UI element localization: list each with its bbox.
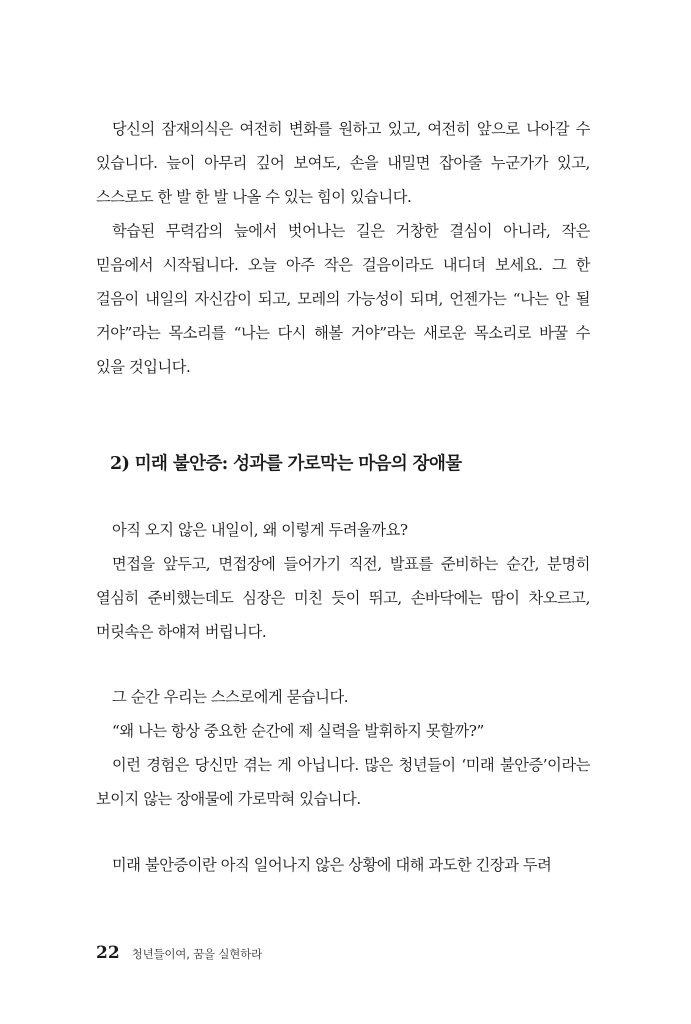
page-footer xyxy=(96,943,262,963)
paragraph: 아직 오지 않은 내일이, 왜 이렇게 두려울까요? xyxy=(112,521,408,539)
paragraph: 당신의 잠재의식은 여전히 변화를 원하고 있고, 여전히 앞으로 나아갈 수 있습니다. 늪이 아무리 깊어 보여도, 손을 내밀면 잡아줄 누군가가 있고, 스스로도 한 발 한 발 나올 수 있는 힘이 있습니다. xyxy=(96,120,590,206)
paragraph: 미래 불안증이란 아직 일어나지 않은 상황에 대해 과도한 긴장과 두려 xyxy=(112,856,552,874)
text-section-2 xyxy=(96,513,590,649)
section-heading: 2) 미래 불안증: 성과를 가로막는 마음의 장애물 xyxy=(110,454,462,474)
paragraph: 그 순간 우리는 스스로에게 묻습니다. xyxy=(112,688,349,706)
page-number: 22 xyxy=(96,943,120,963)
text-section-4 xyxy=(96,848,590,882)
text-section-3 xyxy=(96,680,590,816)
text-section-1 xyxy=(96,112,590,384)
paragraph: 면접을 앞두고, 면접장에 들어가기 직전, 발표를 준비하는 순간, 분명히 열심히 준비했는데도 심장은 미친 듯이 뛰고, 손바닥에는 땀이 차오르고, 머릿속은 하얘져 버립니다. xyxy=(96,555,590,641)
quote-paragraph: “왜 나는 항상 중요한 순간에 제 실력을 발휘하지 못할까?” xyxy=(112,722,484,740)
running-title: 청년들이여, 꿈을 실현하라 xyxy=(131,947,263,961)
paragraph: 학습된 무력감의 늪에서 벗어나는 길은 거창한 결심이 아니라, 작은 믿음에서 시작됩니다. 오늘 아주 작은 걸음이라도 내디뎌 보세요. 그 한 걸음이 내일의 자신감이 되고, 모레의 가능성이 되며, 언젠가는 “나는 안 될 거야”라는 목소리를 “나는 다시 해볼 거야”라는 새로운 목소리로 바꿀 수 있을 것입니다. xyxy=(96,222,590,376)
paragraph: 이런 경험은 당신만 겪는 게 아닙니다. 많은 청년들이 ‘미래 불안증’이라는 보이지 않는 장애물에 가로막혀 있습니다. xyxy=(96,756,590,808)
